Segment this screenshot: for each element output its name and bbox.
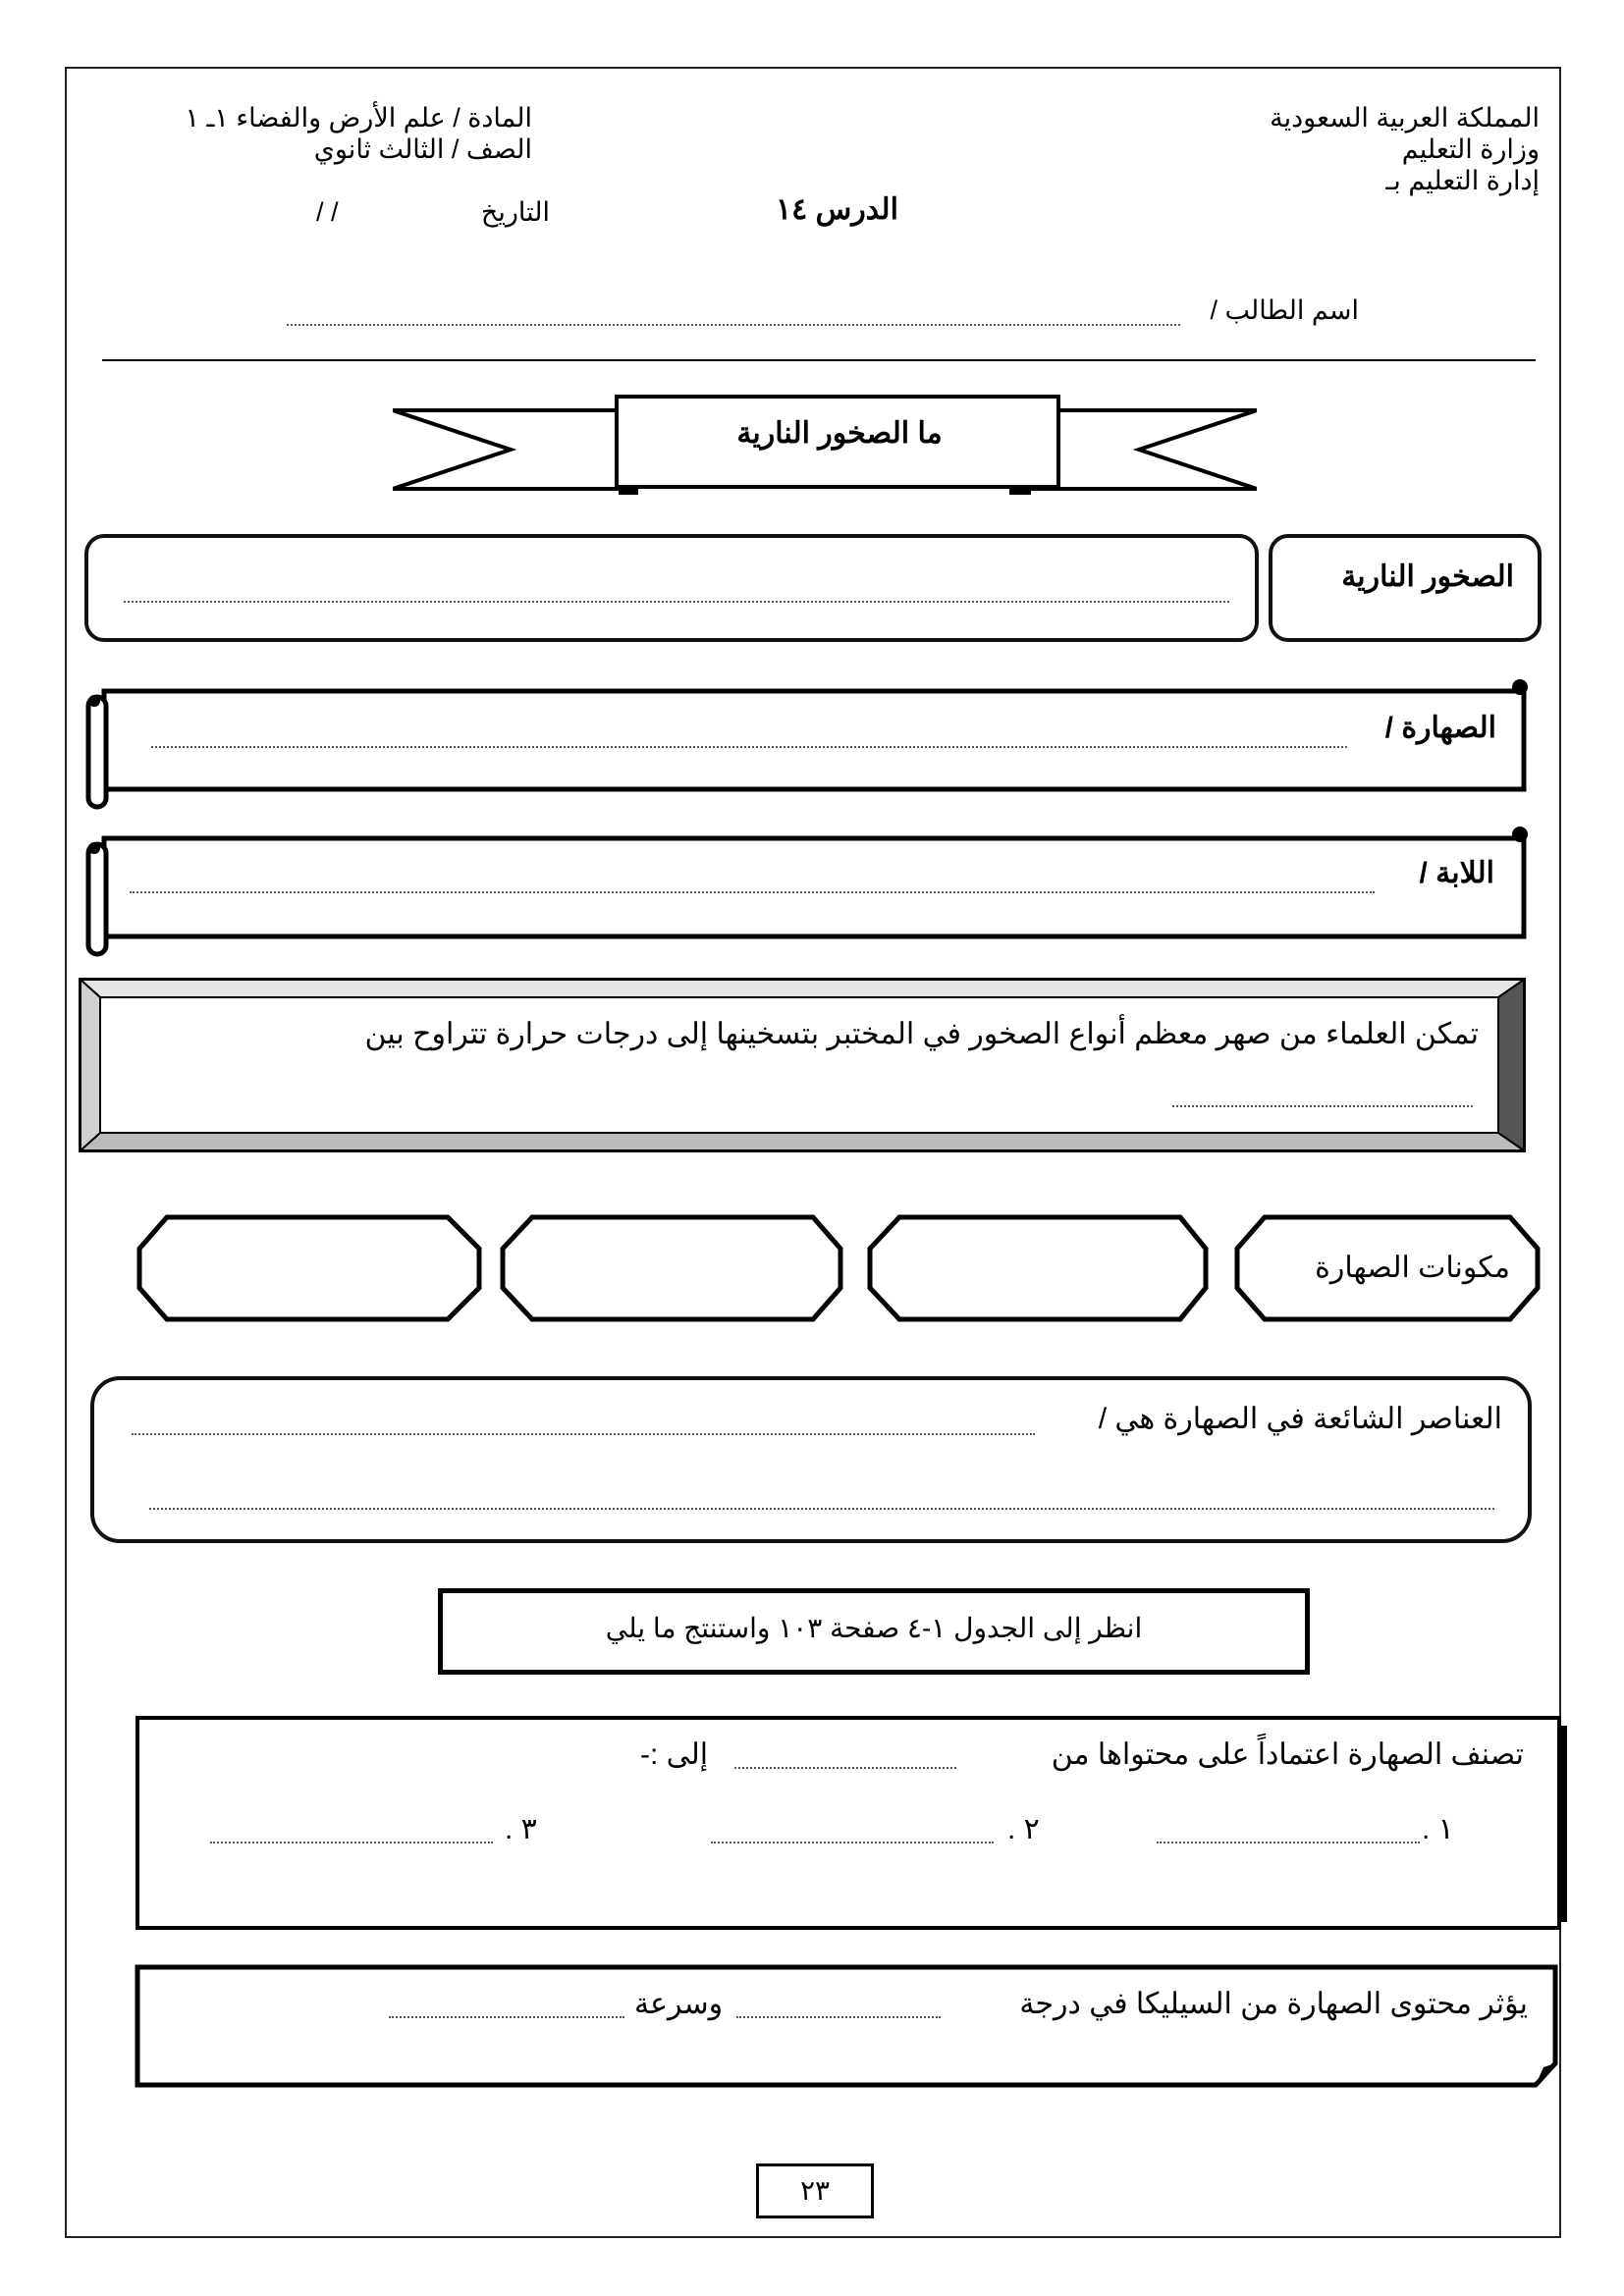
silica-blank-degree[interactable] [736, 2016, 941, 2018]
classify-answer-2[interactable] [711, 1842, 994, 1843]
classify-blank[interactable] [734, 1767, 956, 1769]
classify-text: تصنف الصهارة اعتماداً على محتواها من [1051, 1738, 1524, 1771]
silica-blank-speed[interactable] [389, 2016, 624, 2018]
experiment-bevel-box [79, 978, 1526, 1152]
header-right [1270, 102, 1540, 196]
magma-label: الصهارة / [1384, 712, 1496, 744]
igneous-answer-box[interactable] [84, 534, 1259, 642]
igneous-answer-line[interactable] [124, 601, 1229, 603]
experiment-answer-line[interactable] [1172, 1105, 1473, 1107]
header-left [110, 102, 532, 165]
magma-scroll [81, 673, 1534, 811]
classify-num-2: ٢ . [1007, 1813, 1040, 1845]
classify-to: إلى :- [640, 1738, 709, 1771]
igneous-label-box [1269, 534, 1542, 642]
grade-line: الصف / الثالث ثانوي [313, 134, 532, 164]
elements-answer-line-2[interactable] [149, 1508, 1494, 1510]
kingdom-line: المملكة العربية السعودية [1270, 103, 1540, 133]
subject-line: المادة / علم الأرض والفضاء ١ـ ١ [185, 103, 532, 133]
component-blank-2[interactable] [507, 1221, 837, 1315]
student-name-field[interactable] [287, 324, 1180, 326]
component-blank-3[interactable] [874, 1221, 1204, 1315]
ministry-line: وزارة التعليم [1401, 134, 1540, 164]
elements-answer-line-1[interactable] [132, 1433, 1035, 1435]
page-number: ٢٣ [756, 2163, 874, 2218]
classify-num-1: ١ . [1422, 1813, 1454, 1845]
elements-label: العناصر الشائعة في الصهارة هي / [1098, 1403, 1502, 1435]
header-divider [102, 359, 1536, 361]
components-label: مكونات الصهارة [1315, 1252, 1510, 1284]
classify-num-3: ٣ . [505, 1813, 537, 1845]
component-blank-1[interactable] [143, 1221, 473, 1315]
silica-and-speed: وسرعة [634, 1988, 724, 2020]
lesson-title: الدرس ١٤ [776, 193, 898, 226]
lava-answer-line[interactable] [130, 891, 1375, 893]
experiment-text: تمكن العلماء من صهر معظم أنواع الصخور في المختبر بتسخينها إلى درجات حرارة تتراوح بين [364, 1018, 1479, 1050]
student-name-label: اسم الطالب / [1210, 295, 1359, 325]
magma-answer-line[interactable] [151, 746, 1347, 748]
directorate-line: إدارة التعليم بـ [1385, 166, 1540, 195]
date-separators: / / [316, 197, 339, 227]
classify-answer-3[interactable] [210, 1842, 493, 1843]
silica-box [134, 1963, 1567, 2091]
igneous-label: الصخور النارية [1341, 561, 1514, 593]
banner-title: ما الصخور النارية [736, 417, 943, 450]
classify-answer-1[interactable] [1157, 1842, 1420, 1843]
lava-label: اللابة / [1419, 857, 1494, 889]
table-note-text: انظر إلى الجدول ١-٤ صفحة ١٠٣ واستنتج ما يلي [605, 1613, 1143, 1643]
date-label: التاريخ [480, 197, 550, 227]
silica-text: يؤثر محتوى الصهارة من السيليكا في درجة [1019, 1988, 1528, 2020]
lava-scroll [81, 821, 1534, 958]
